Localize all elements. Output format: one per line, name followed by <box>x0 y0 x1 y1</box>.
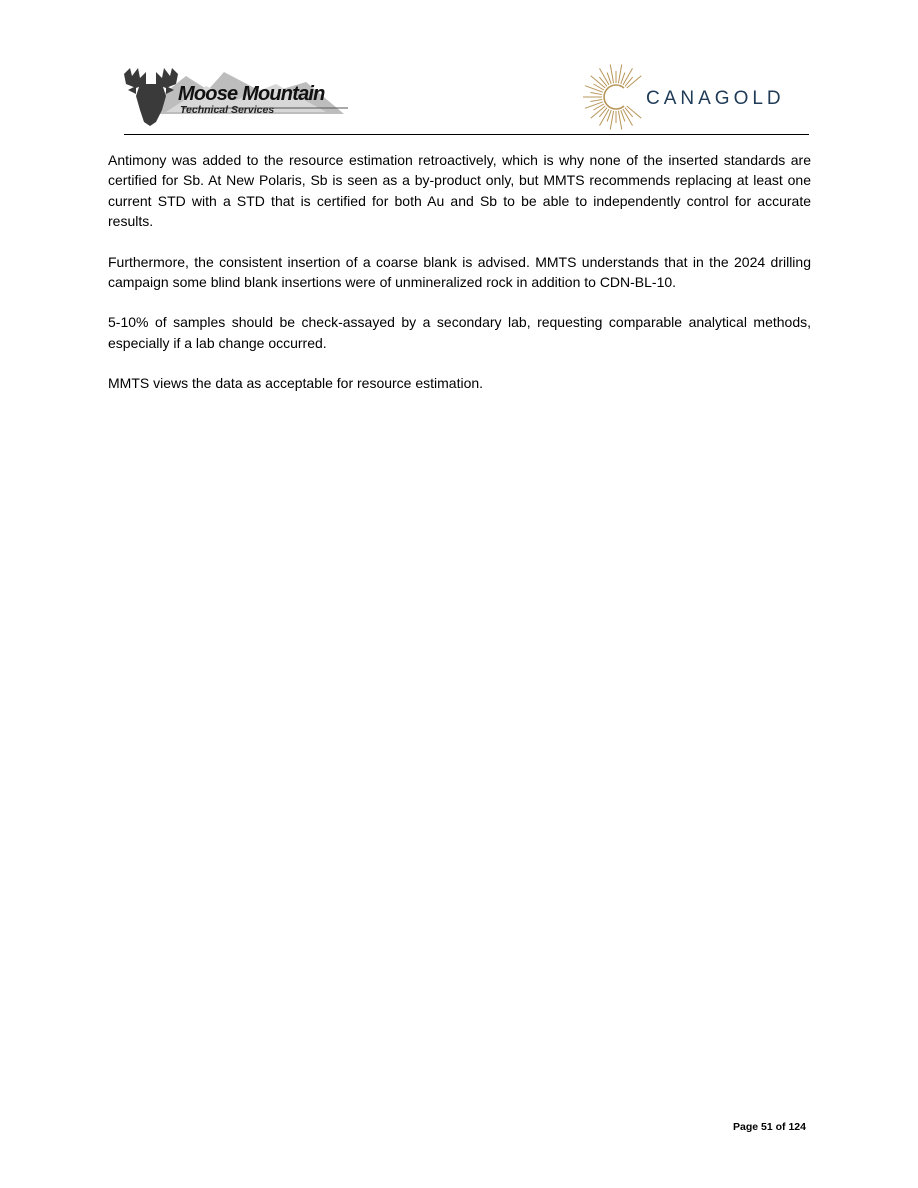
sunburst-ray <box>610 65 613 84</box>
paragraph-check-assay: 5-10% of samples should be check-assayed by a secondary lab, requesting comparable analytical methods, especially if a lab change occurred. <box>108 314 811 351</box>
paragraph-conclusion: MMTS views the data as acceptable for resource estimation. <box>108 375 484 392</box>
page-number: Page 51 of 124 <box>733 1121 806 1133</box>
sunburst-ray <box>585 102 603 109</box>
header-divider <box>124 134 809 135</box>
sunburst-ray <box>585 86 603 93</box>
sunburst-ray <box>610 111 613 130</box>
canagold-name: CANAGOLD <box>646 88 785 109</box>
page-header <box>108 58 810 136</box>
canagold-sunburst-icon <box>582 62 646 132</box>
paragraph-antimony: Antimony was added to the resource estimation retroactively, which is why none of the inserted standards are certified for Sb. At New Polaris, Sb is seen as a by-product only, but MMTS recommends replacing at least one current STD with a STD that is certified for both Au and Sb to be able to independently control for accurate results. <box>108 152 811 230</box>
moose-mountain-subtitle: Technical Services <box>180 104 275 116</box>
paragraph-coarse-blank: Furthermore, the consistent insertion of a coarse blank is advised. MMTS understands that in the 2024 drilling campaign some blind blank insertions were of unmineralized rock in addition to CDN-BL-10. <box>108 253 811 291</box>
sunburst-ray <box>590 92 602 94</box>
sunburst-ray <box>618 65 621 84</box>
moose-mountain-name: Moose Mountain <box>178 83 325 105</box>
moose-mountain-logo <box>116 64 352 130</box>
sunburst-ray <box>590 99 602 101</box>
sunburst-ray <box>618 111 621 130</box>
document-body <box>108 150 811 414</box>
canagold-logo <box>582 62 812 132</box>
